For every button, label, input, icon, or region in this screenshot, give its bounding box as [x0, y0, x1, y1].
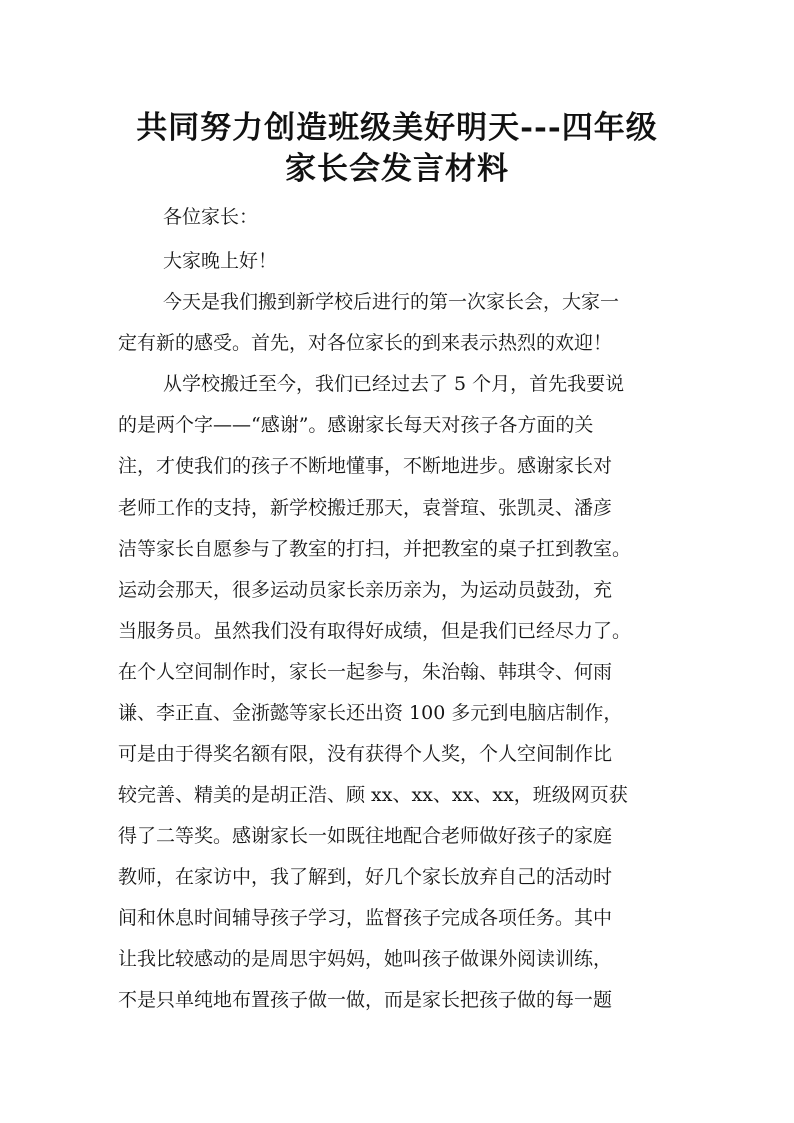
paragraph-line: 让我比较感动的是周思宇妈妈，她叫孩子做课外阅读训练， — [118, 948, 613, 970]
document-title-line-2: 家长会发言材料 — [285, 151, 509, 187]
paragraph-line: 可是由于得奖名额有限，没有获得个人奖，个人空间制作比 — [118, 743, 613, 765]
paragraph-line: 老师工作的支持，新学校搬迁那天，袁誉瑄、张凯灵、潘彦 — [118, 497, 613, 519]
paragraph-line: 从学校搬迁至今，我们已经过去了 5 个月，首先我要说 — [163, 373, 625, 395]
paragraph-line: 谦、李正直、金浙懿等家长还出资 100 多元到电脑店制作， — [118, 702, 623, 724]
paragraph-line: 运动会那天，很多运动员家长亲历亲为，为运动员鼓劲，充 — [118, 579, 613, 601]
paragraph-line: 不是只单纯地布置孩子做一做，而是家长把孩子做的每一题 — [118, 989, 613, 1011]
paragraph-line: 注，才使我们的孩子不断地懂事，不断地进步。感谢家长对 — [118, 455, 613, 477]
paragraph-line: 在个人空间制作时，家长一起参与，朱治翰、韩琪令、何雨 — [118, 661, 613, 683]
paragraph-line: 间和休息时间辅导孩子学习，监督孩子完成各项任务。其中 — [118, 907, 613, 929]
paragraph-line: 定有新的感受。首先，对各位家长的到来表示热烈的欢迎！ — [118, 332, 613, 354]
paragraph-line: 教师，在家访中，我了解到，好几个家长放弃自己的活动时 — [118, 866, 613, 888]
paragraph-line: 洁等家长自愿参与了教室的打扫，并把教室的桌子扛到教室。 — [118, 538, 632, 560]
greeting-line: 大家晚上好！ — [163, 250, 278, 272]
paragraph-line: 今天是我们搬到新学校后进行的第一次家长会，大家一 — [163, 291, 620, 313]
paragraph-line: 较完善、精美的是胡正浩、顾 xx、xx、xx、xx，班级网页获 — [118, 784, 628, 806]
paragraph-line: 的是两个字——“感谢”。感谢家长每天对孩子各方面的关 — [118, 414, 594, 436]
salutation-line: 各位家长： — [163, 206, 259, 228]
document-title-line-1: 共同努力创造班级美好明天---四年级 — [136, 110, 658, 146]
paragraph-line: 得了二等奖。感谢家长一如既往地配合老师做好孩子的家庭 — [118, 825, 613, 847]
paragraph-line: 当服务员。虽然我们没有取得好成绩，但是我们已经尽力了。 — [118, 620, 632, 642]
